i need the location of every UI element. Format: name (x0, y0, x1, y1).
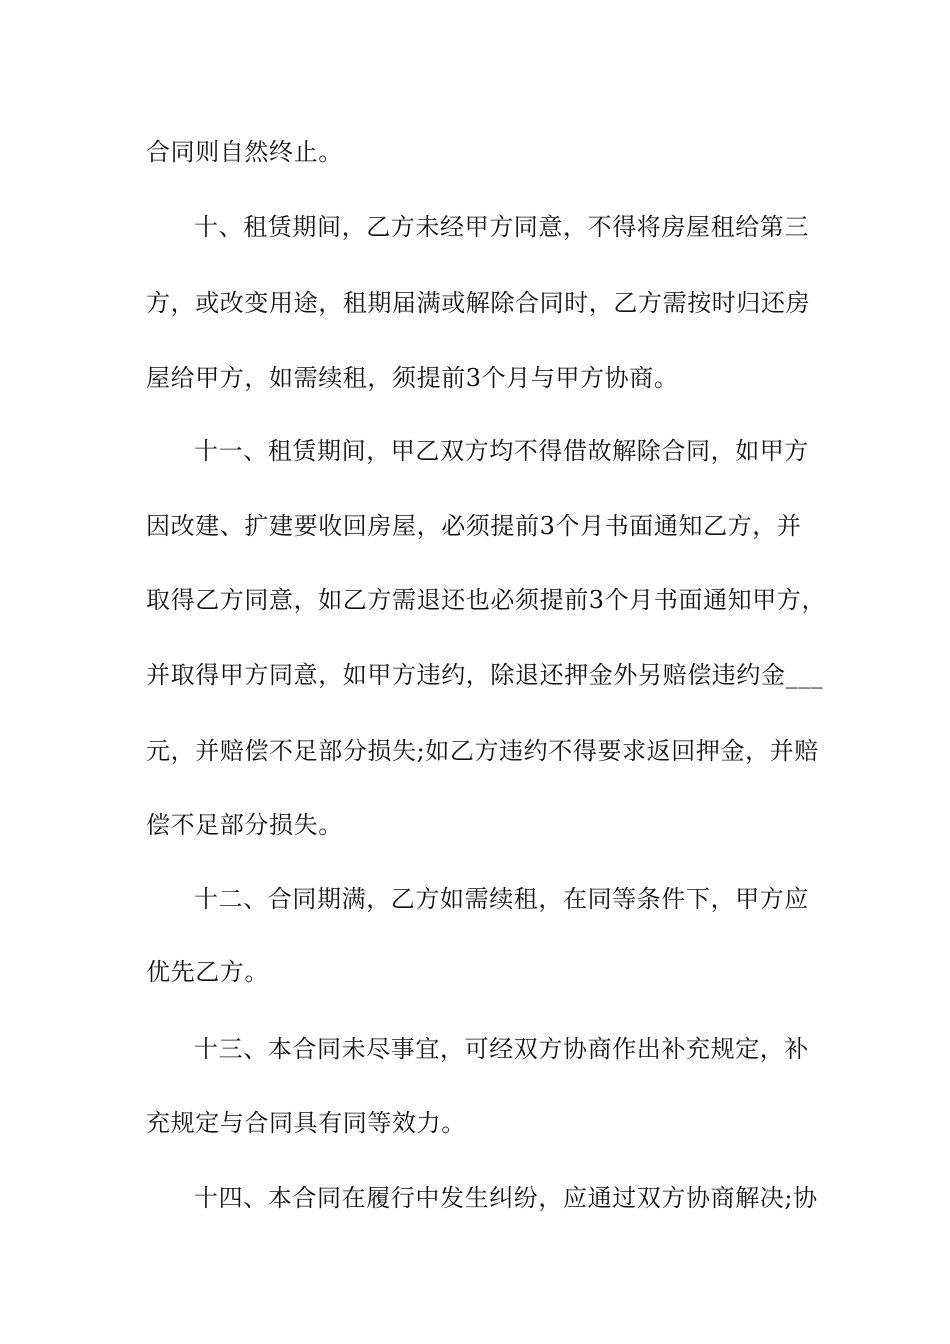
text-line: 合同则自然终止。 (146, 138, 343, 166)
clause-11-line: 十一、租赁期间，甲乙双方均不得借故解除合同，如甲方 (194, 437, 809, 465)
text-line: 充规定与合同具有同等效力。 (146, 1109, 466, 1137)
text-line: 优先乙方。 (146, 958, 269, 986)
text-line: 并取得甲方同意，如甲方违约，除退还押金外另赔偿违约金___ (146, 661, 824, 689)
text-line: 因改建、扩建要收回房屋，必须提前3个月书面通知乙方，并 (146, 512, 802, 540)
clause-12-line: 十二、合同期满，乙方如需续租，在同等条件下，甲方应 (194, 885, 809, 913)
text-line: 元，并赔偿不足部分损失;如乙方违约不得要求返回押金，并赔 (146, 737, 819, 765)
text-line: 屋给甲方，如需续租，须提前3个月与甲方协商。 (146, 364, 679, 392)
clause-14-line: 十四、本合同在履行中发生纠纷，应通过双方协商解决;协 (194, 1184, 818, 1212)
clause-10-line: 十、租赁期间，乙方未经甲方同意，不得将房屋租给第三 (194, 213, 809, 241)
text-line: 取得乙方同意，如乙方需退还也必须提前3个月书面通知甲方， (146, 586, 827, 614)
text-line: 偿不足部分损失。 (146, 811, 343, 839)
text-line: 方，或改变用途，租期届满或解除合同时，乙方需按时归还房 (146, 289, 811, 317)
clause-13-line: 十三、本合同未尽事宜，可经双方协商作出补充规定，补 (194, 1035, 809, 1063)
